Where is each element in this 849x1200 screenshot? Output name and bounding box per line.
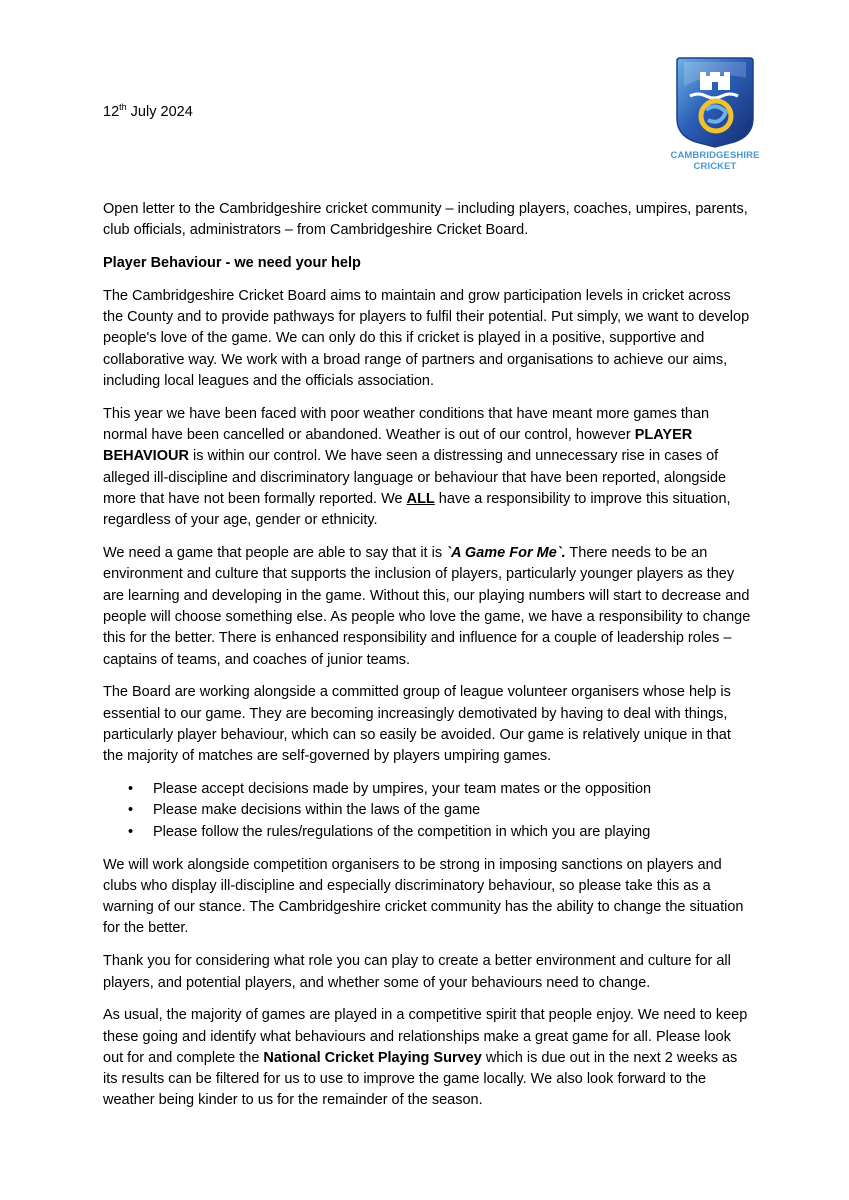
p3-text-a: We need a game that people are able to say that it is (103, 545, 447, 562)
date-day: 12 (103, 104, 120, 120)
bullet-icon: • (128, 802, 134, 819)
p2-text-e: have a responsibility to improve this situation, regardless of your age, gender or ethnicity. (103, 491, 731, 529)
p7-text-a: As usual, the majority of games are played in a competitive spirit that people enjoy. We need to keep these going and identify what behaviours and relationships make a great game for all. Please look out for and complete the (103, 1007, 748, 1066)
bullet-icon: • (128, 823, 134, 840)
paragraph-6: Thank you for considering what role you can play to create a better environment and culture for all players, and potential players, and whether some of your behaviours need to change. (103, 953, 731, 991)
bullet-icon: • (128, 781, 134, 798)
paragraph-4: The Board are working alongside a committed group of league volunteer organisers whose help is essential to our game. They are becoming increasingly demotivated by having to deal with things, particularly player behaviour, which can so easily be avoided. Our game is relatively unique in that the majority of matches are self-governed by players umpiring games. (103, 684, 731, 765)
list-item-text: Please make decisions within the laws of the game (153, 802, 481, 819)
survey-name-emphasis: National Cricket Playing Survey (263, 1049, 482, 1066)
paragraph-3 (103, 543, 753, 671)
list-item-text: Please accept decisions made by umpires, your team mates or the opposition (153, 781, 652, 798)
letter-body (103, 199, 753, 1123)
logo-line-2: CRICKET (693, 161, 737, 172)
list-item (103, 822, 753, 843)
p2-text-a: This year we have been faced with poor weather conditions that have meant more games than normal have been cancelled or abandoned. Weather is out of our control, however (103, 405, 710, 444)
request-list (103, 779, 753, 843)
p7-text-c: which is due out in the next 2 weeks as its results can be filtered for us to use to improve the game locally. We also look forward to the weather being kinder to us for the remainder of the season. (103, 1049, 738, 1109)
p2-text-c: is within our control. We have seen a distressing and unnecessary rise in cases of alleged ill-discipline and discriminatory language or behaviour that have been reported, alongside more that have not been formally reported. We (103, 448, 727, 508)
logo-wordmark (660, 150, 770, 172)
logo-line-1: CAMBRIDGESHIRE (670, 150, 760, 161)
paragraph-5: We will work alongside competition organisers to be strong in imposing sanctions on players and clubs who display ill-discipline and especially discriminatory behaviour, so please take this as a warning of our stance. The Cambridgeshire cricket community has the ability to change the situation for the better. (103, 856, 744, 937)
list-item (103, 779, 753, 800)
p3-text-c: There needs to be an environment and culture that supports the inclusion of players, particularly younger players as they are learning and developing in the game. Without this, our playing numbers will start to decrease and people will choose something else. As people who love the game, we have a responsibility to change this for the better. There is enhanced responsibility and influence for a couple of leadership roles – captains of teams, and coaches of junior teams. (103, 545, 751, 668)
paragraph-2 (103, 404, 753, 532)
cambridgeshire-cricket-logo (660, 56, 770, 180)
all-emphasis: ALL (406, 491, 435, 508)
letter-heading: Player Behaviour - we need your help (103, 255, 361, 272)
a-game-for-me-emphasis: `A Game For Me`. (446, 545, 566, 562)
list-item (103, 800, 753, 821)
intro-paragraph: Open letter to the Cambridgeshire cricket community – including players, coaches, umpires, parents, club officials, administrators – from Cambridgeshire Cricket Board. (103, 201, 748, 239)
paragraph-7 (103, 1005, 753, 1111)
player-behaviour-emphasis: PLAYER BEHAVIOUR (103, 427, 693, 465)
list-item-text: Please follow the rules/regulations of the competition in which you are playing (153, 823, 651, 840)
date-suffix: th (119, 102, 127, 113)
shield-crest-icon (676, 56, 754, 148)
date-month-year: July 2024 (126, 104, 193, 120)
letter-date (103, 102, 193, 122)
paragraph-1: The Cambridgeshire Cricket Board aims to maintain and grow participation levels in cricket across the County and to provide pathways for players to fulfil their potential. Put simply, we want to develop people's love of the game. We can only do this if cricket is played in a positive, supportive and collaborative way. We work with a broad range of partners and organisations to achieve our aims, including local leagues and the officials association. (103, 287, 750, 390)
